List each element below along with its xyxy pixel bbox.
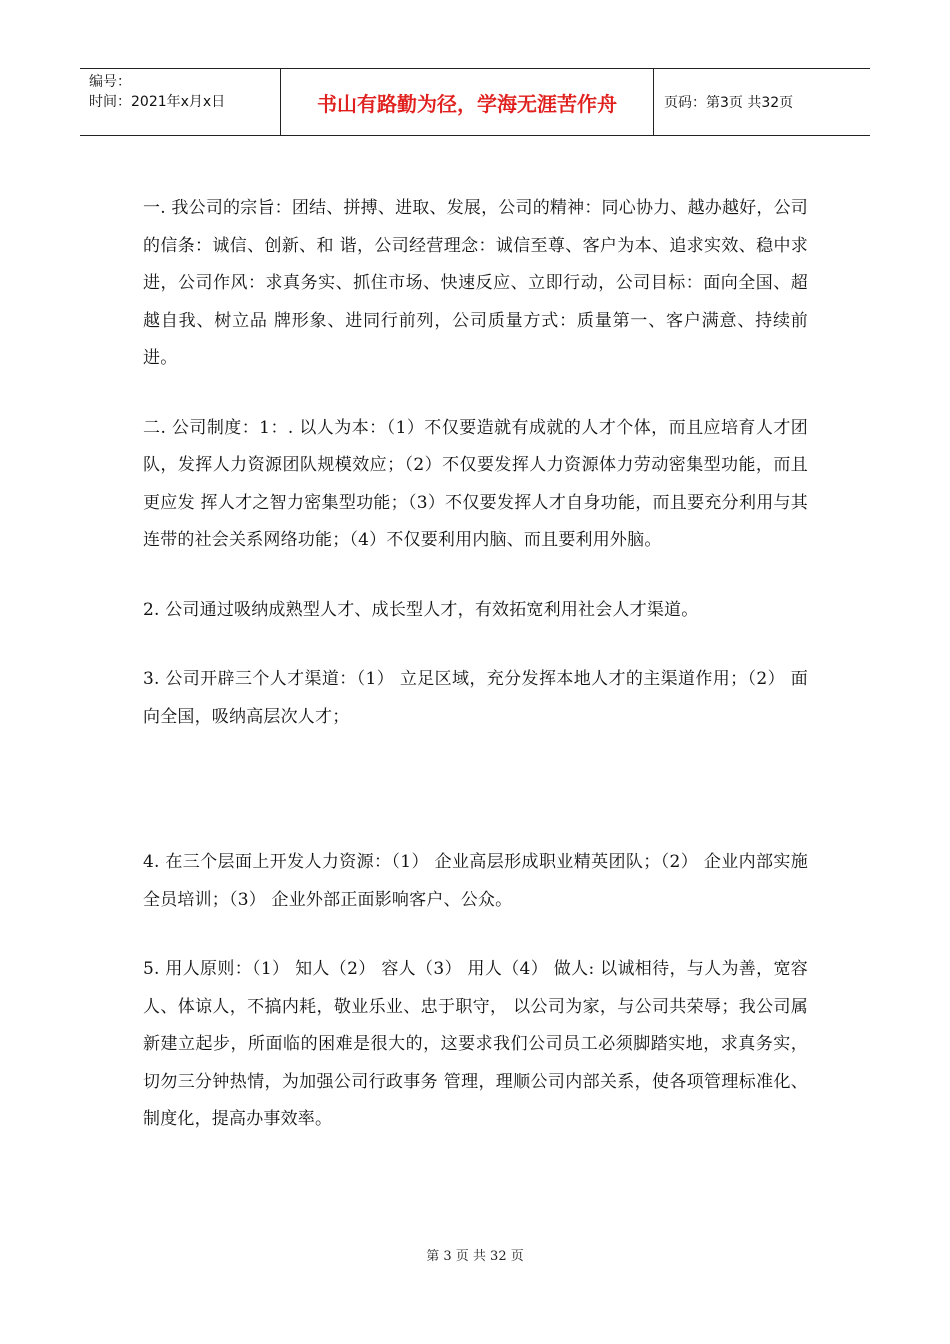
time-label: 时间：2021年x月x日 [89, 94, 226, 110]
document-body [143, 190, 808, 1139]
header-page-info: 页码：第3页 共32页 [664, 95, 794, 111]
header-meta [80, 69, 281, 135]
paragraph-system: 二. 公司制度：1：. 以人为本：（1）不仅要造就有成就的人才个体，而且应培育人才团队，发挥人力资源团队规模效应；（2）不仅要发挥人力资源体力劳动密集型功能，而且更应发 挥人才之智力密集型功能；（3）不仅要发挥人才自身功能，而且要充分利用与其连带的社会关系网络功能；（4）不仅要利用内脑、而且要利用外脑。 [143, 417, 808, 550]
paragraph-item-2: 2. 公司通过吸纳成熟型人才、成长型人才，有效拓宽利用社会人才渠道。 [143, 599, 699, 620]
page-header [80, 68, 870, 136]
paragraph-item-3: 3. 公司开辟三个人才渠道：（1） 立足区域，充分发挥本地人才的主渠道作用；（2） 面向全国，吸纳高层次人才； [143, 669, 808, 727]
header-motto: 书山有路勤为径，学海无涯苦作舟 [281, 69, 654, 135]
paragraph-item-5: 5. 用人原则：（1） 知人（2） 容人（3） 用人（4） 做人: 以诚相待，与人为善，宽容人、体谅人，不搞内耗，敬业乐业、忠于职守， 以公司为家，与公司共荣辱；我公司属新建立起步，所面临的困难是很大的，这要求我们公司员工必须脚踏实地，求真务实，切勿三分钟热情，为加强公司行政事务 管理，理顺公司内部关系，使各项管理标准化、制度化，提高办事效率。 [143, 959, 808, 1129]
paragraph-mission: 一. 我公司的宗旨：团结、拼搏、进取、发展，公司的精神：同心协力、越办越好，公司的信条：诚信、创新、和 谐，公司经营理念：诚信至尊、客户为本、追求实效、稳中求进，公司作风：求真务实、抓住市场、快速反应、立即行动，公司目标：面向全国、超越自我、树立品 牌形象、进同行前列，公司质量方式：质量第一、客户满意、持续前进。 [143, 198, 808, 368]
paragraph-item-4: 4. 在三个层面上开发人力资源：（1） 企业高层形成职业精英团队；（2） 企业内部实施全员培训；（3） 企业外部正面影响客户、公众。 [143, 852, 808, 910]
number-label: 编号： [89, 74, 131, 90]
page-footer: 第 3 页 共 32 页 [426, 1249, 524, 1264]
